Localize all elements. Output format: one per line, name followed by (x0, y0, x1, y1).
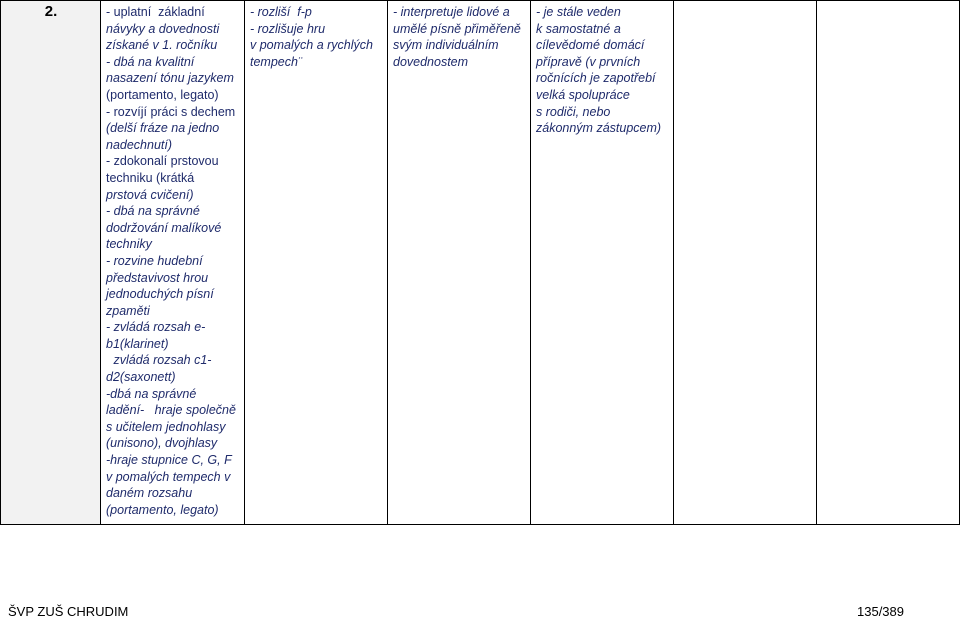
row-number: 2. (44, 3, 58, 20)
outputs-line: (portamento, legato) (106, 502, 219, 517)
outputs-line: - rozvine hudební (106, 253, 203, 268)
outputs-line: -hraje stupnice C, G, F (106, 453, 232, 468)
rhythm-cell (245, 1, 388, 525)
guidance-line: přípravě (v prvních (536, 54, 641, 69)
outputs-line: - zdokonalí prstovou (106, 154, 219, 169)
outputs-line: daném rozsahu (106, 486, 193, 501)
outputs-line: techniky (106, 237, 152, 252)
interpret-line: - interpretuje lidové a (393, 5, 510, 19)
outputs-line: d2(saxonett) (106, 370, 176, 385)
empty-cell (674, 1, 817, 525)
outputs-line: dodržování malíkové (106, 220, 222, 235)
rhythm-line: - rozlišuje hru (250, 21, 326, 36)
footer-school-name: ŠVP ZUŠ CHRUDIM (8, 604, 129, 619)
guidance-line: - je stále veden (536, 5, 621, 19)
outputs-line: -dbá na správné (106, 386, 197, 401)
rhythm-line: tempech¨ (250, 54, 303, 69)
outputs-line: - rozvíjí práci s dechem (106, 104, 236, 119)
rhythm-line: - rozliší f-p (250, 5, 312, 19)
table-row (1, 1, 960, 525)
outputs-line: nadechnutí) (106, 137, 173, 152)
guidance-line: ročnících je zapotřebí (536, 71, 656, 86)
outputs-line: prstová cvičení) (106, 187, 194, 202)
outputs-line: zvládá rozsah c1- (110, 353, 212, 368)
interpret-line: svým individuálním (393, 38, 499, 53)
outputs-line: (delší fráze na jedno (106, 121, 220, 136)
outputs-line: návyky a dovednosti (106, 21, 220, 36)
outputs-line: ladění- hraje společně (106, 403, 236, 418)
interpret-line: umělé písně přiměřeně (393, 21, 521, 36)
outputs-line: (portamento, legato) (106, 87, 219, 102)
interpret-line: dovednostem (393, 54, 469, 69)
row-number-cell (1, 1, 101, 525)
outputs-line: jednoduchých písní (106, 287, 214, 302)
rhythm-line: v pomalých a rychlých (250, 38, 373, 53)
guidance-cell (531, 1, 674, 525)
outputs-line: nasazení tónu jazykem (106, 71, 234, 86)
empty-cell (817, 1, 960, 525)
outputs-line: - dbá na správné (106, 204, 200, 219)
guidance-line: velká spolupráce (536, 87, 630, 102)
outputs-line: zpaměti (106, 303, 150, 318)
outputs-line: b1(klarinet) (106, 336, 169, 351)
outputs-line: představivost hrou (106, 270, 209, 285)
interpret-cell (388, 1, 531, 525)
outputs-cell (101, 1, 245, 525)
guidance-line: s rodiči, nebo (536, 104, 611, 119)
footer-page-number: 135/389 (857, 604, 904, 619)
outputs-line: - dbá na kvalitní (106, 54, 195, 69)
outputs-line: - zvládá rozsah e- (106, 320, 206, 335)
outputs-line: techniku (krátká (106, 170, 195, 185)
outputs-line: s učitelem jednohlasy (106, 419, 226, 434)
guidance-line: k samostatné a (536, 21, 621, 36)
guidance-line: zákonným zástupcem) (536, 121, 662, 136)
outputs-line: v pomalých tempech v (106, 469, 231, 484)
outputs-line: získané v 1. ročníku (106, 38, 218, 53)
guidance-line: cílevědomé domácí (536, 38, 645, 53)
outputs-line: - uplatní základní (106, 5, 205, 19)
outputs-line: (unisono), dvojhlasy (106, 436, 218, 451)
